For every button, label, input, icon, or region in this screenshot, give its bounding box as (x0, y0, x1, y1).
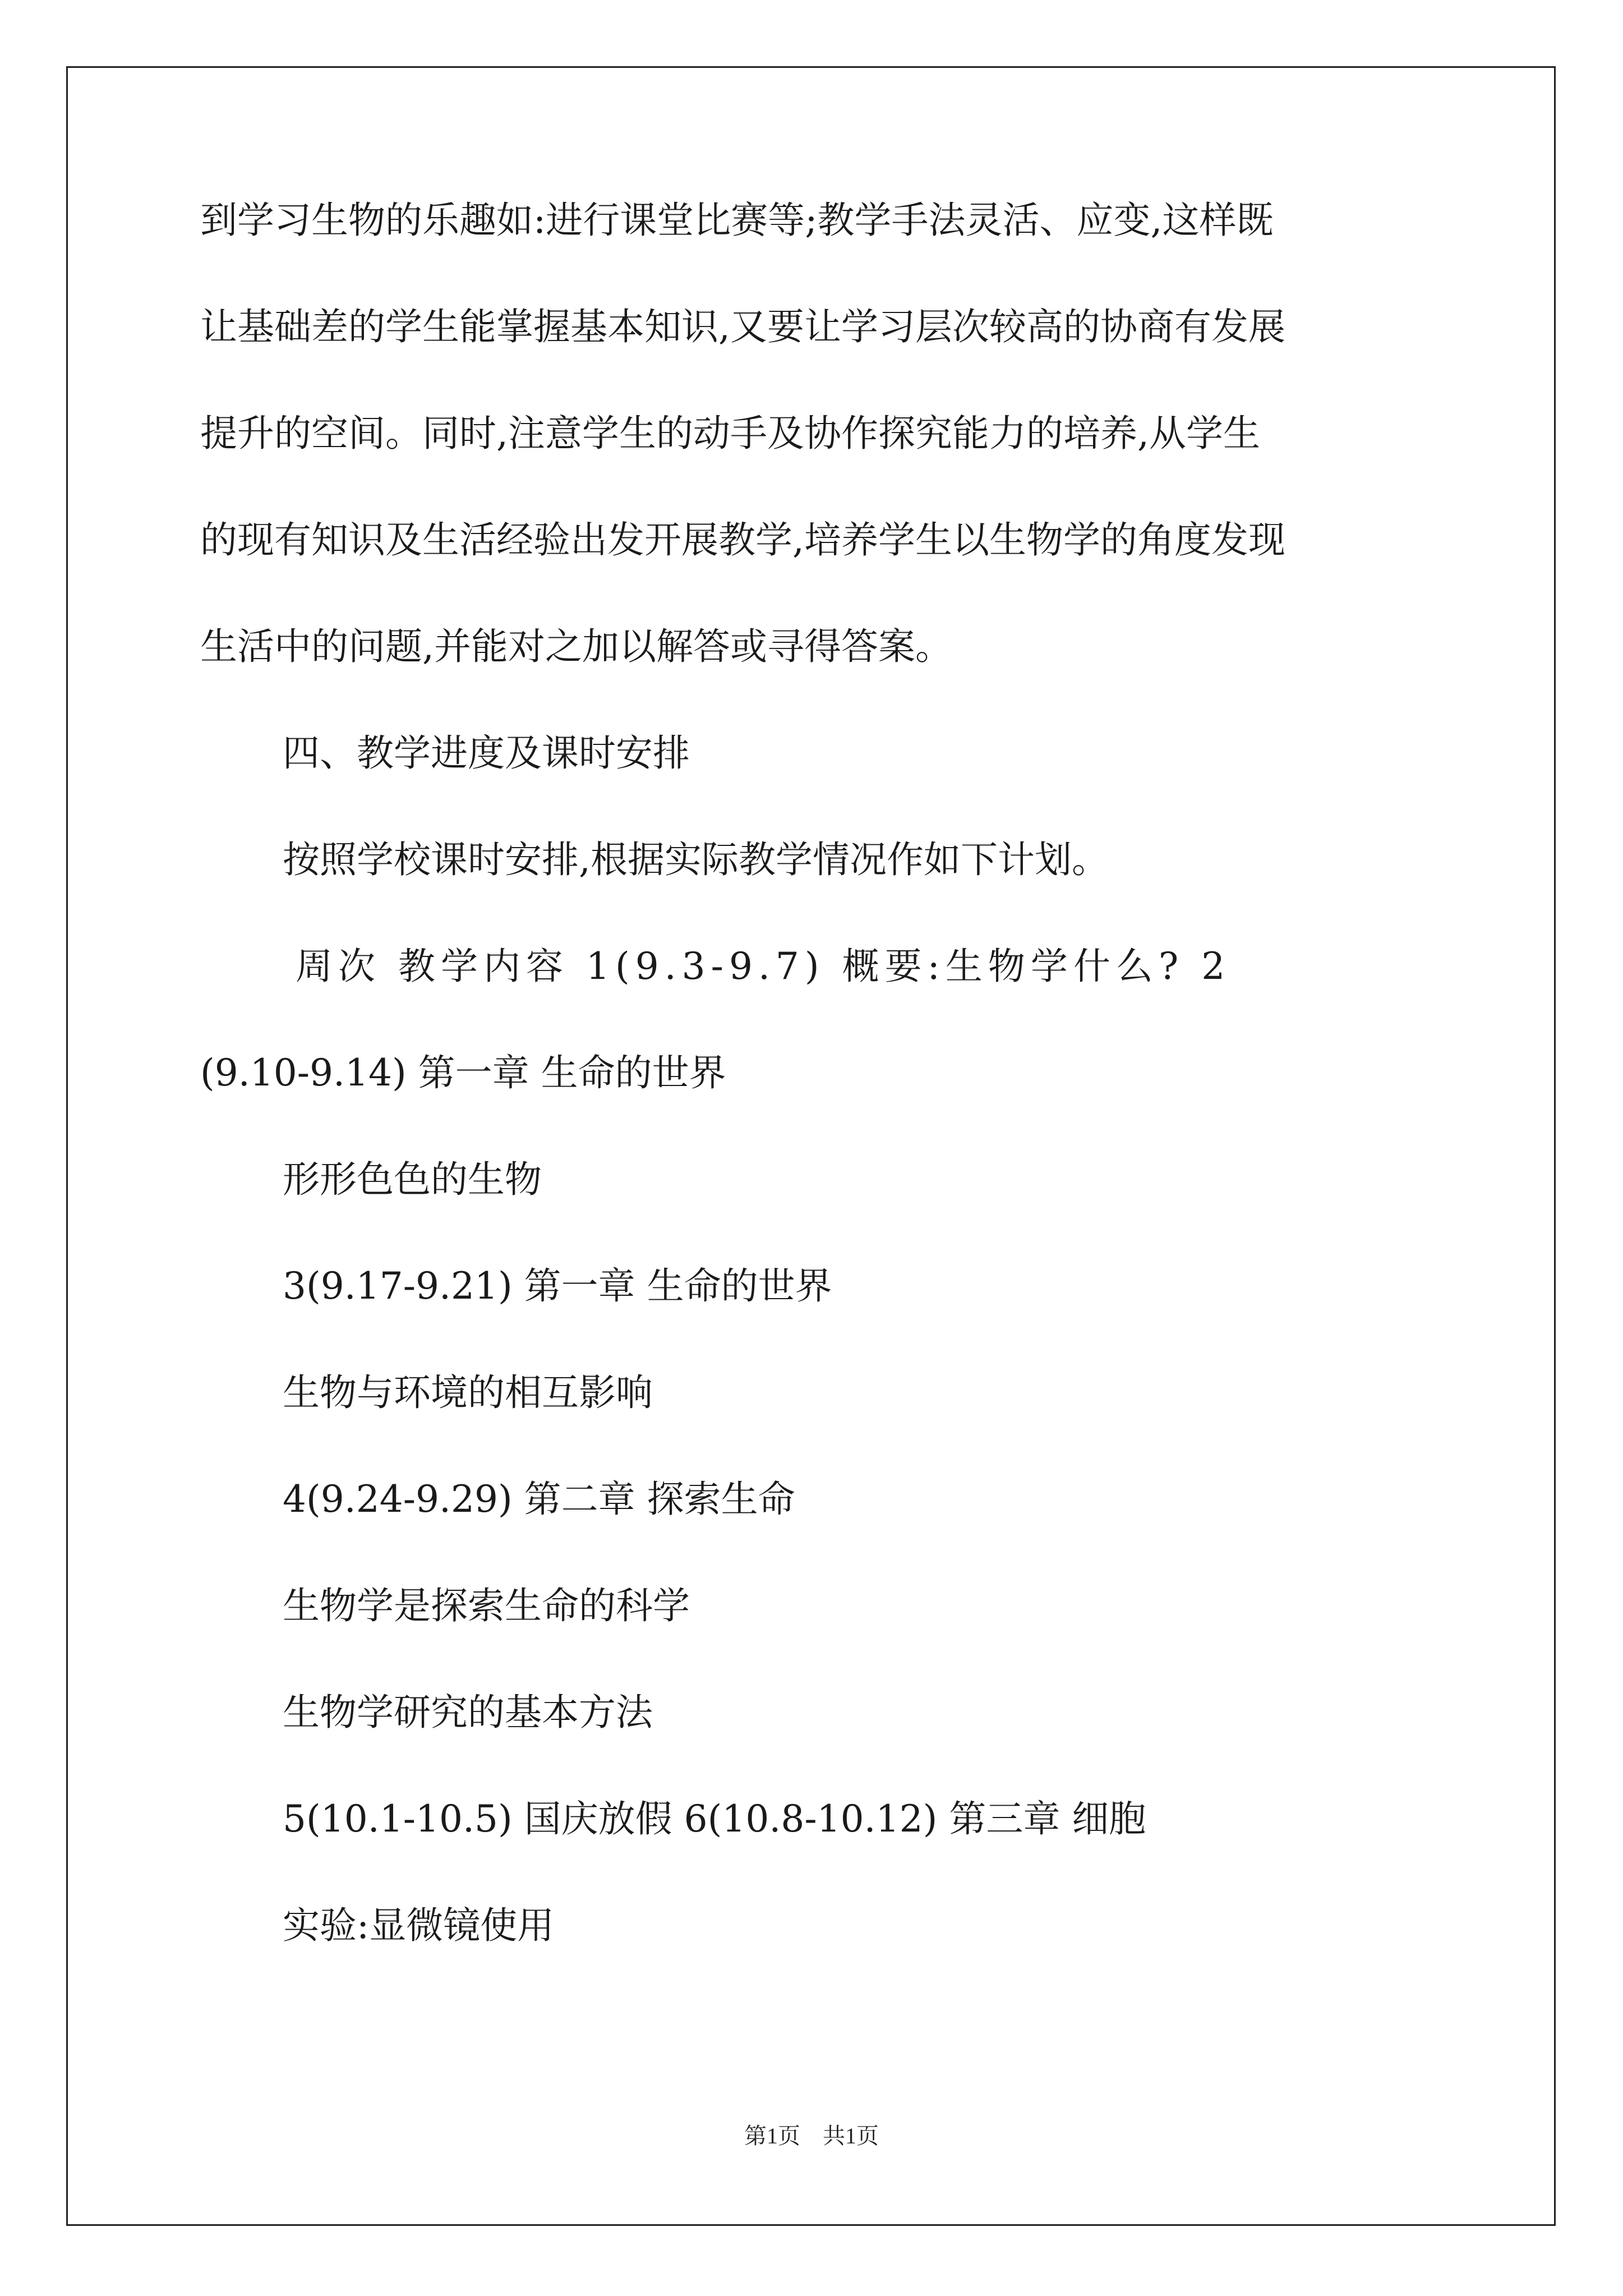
schedule-line: 生物学是探索生命的科学 (283, 1584, 690, 1627)
paragraph-line: 的现有知识及生活经验出发开展教学,培养学生以生物学的角度发现 (200, 518, 1285, 562)
schedule-header-line: 周次 教学内容 1(9.3-9.7) 概要:生物学什么? 2 (296, 945, 1231, 988)
page-footer (0, 2125, 1623, 2147)
paragraph-line: 让基础差的学生能掌握基本知识,又要让学习层次较高的协商有发展 (200, 305, 1285, 348)
schedule-line: 3(9.17-9.21) 第一章 生命的世界 (283, 1264, 832, 1308)
schedule-line: 形形色色的生物 (283, 1158, 542, 1201)
schedule-line: 4(9.24-9.29) 第二章 探索生命 (283, 1478, 795, 1521)
page-total: 共1页 (823, 2123, 879, 2148)
section-heading: 四、教学进度及课时安排 (283, 731, 690, 775)
intro-line: 按照学校课时安排,根据实际教学情况作如下计划。 (283, 838, 1109, 881)
schedule-line: 生物学研究的基本方法 (283, 1691, 653, 1734)
schedule-line: 实验:显微镜使用 (283, 1904, 555, 1947)
page-number: 第1页 (744, 2123, 800, 2148)
schedule-line: 生物与环境的相互影响 (283, 1371, 653, 1414)
document-body (200, 199, 1428, 2014)
schedule-line: 5(10.1-10.5) 国庆放假 6(10.8-10.12) 第三章 细胞 (283, 1797, 1146, 1841)
schedule-line: (9.10-9.14) 第一章 生命的世界 (200, 1051, 726, 1094)
paragraph-line: 到学习生物的乐趣如:进行课堂比赛等;教学手法灵活、应变,这样既 (200, 199, 1274, 242)
paragraph-line: 生活中的问题,并能对之加以解答或寻得答案。 (200, 625, 952, 668)
paragraph-line: 提升的空间。同时,注意学生的动手及协作探究能力的培养,从学生 (200, 412, 1260, 455)
